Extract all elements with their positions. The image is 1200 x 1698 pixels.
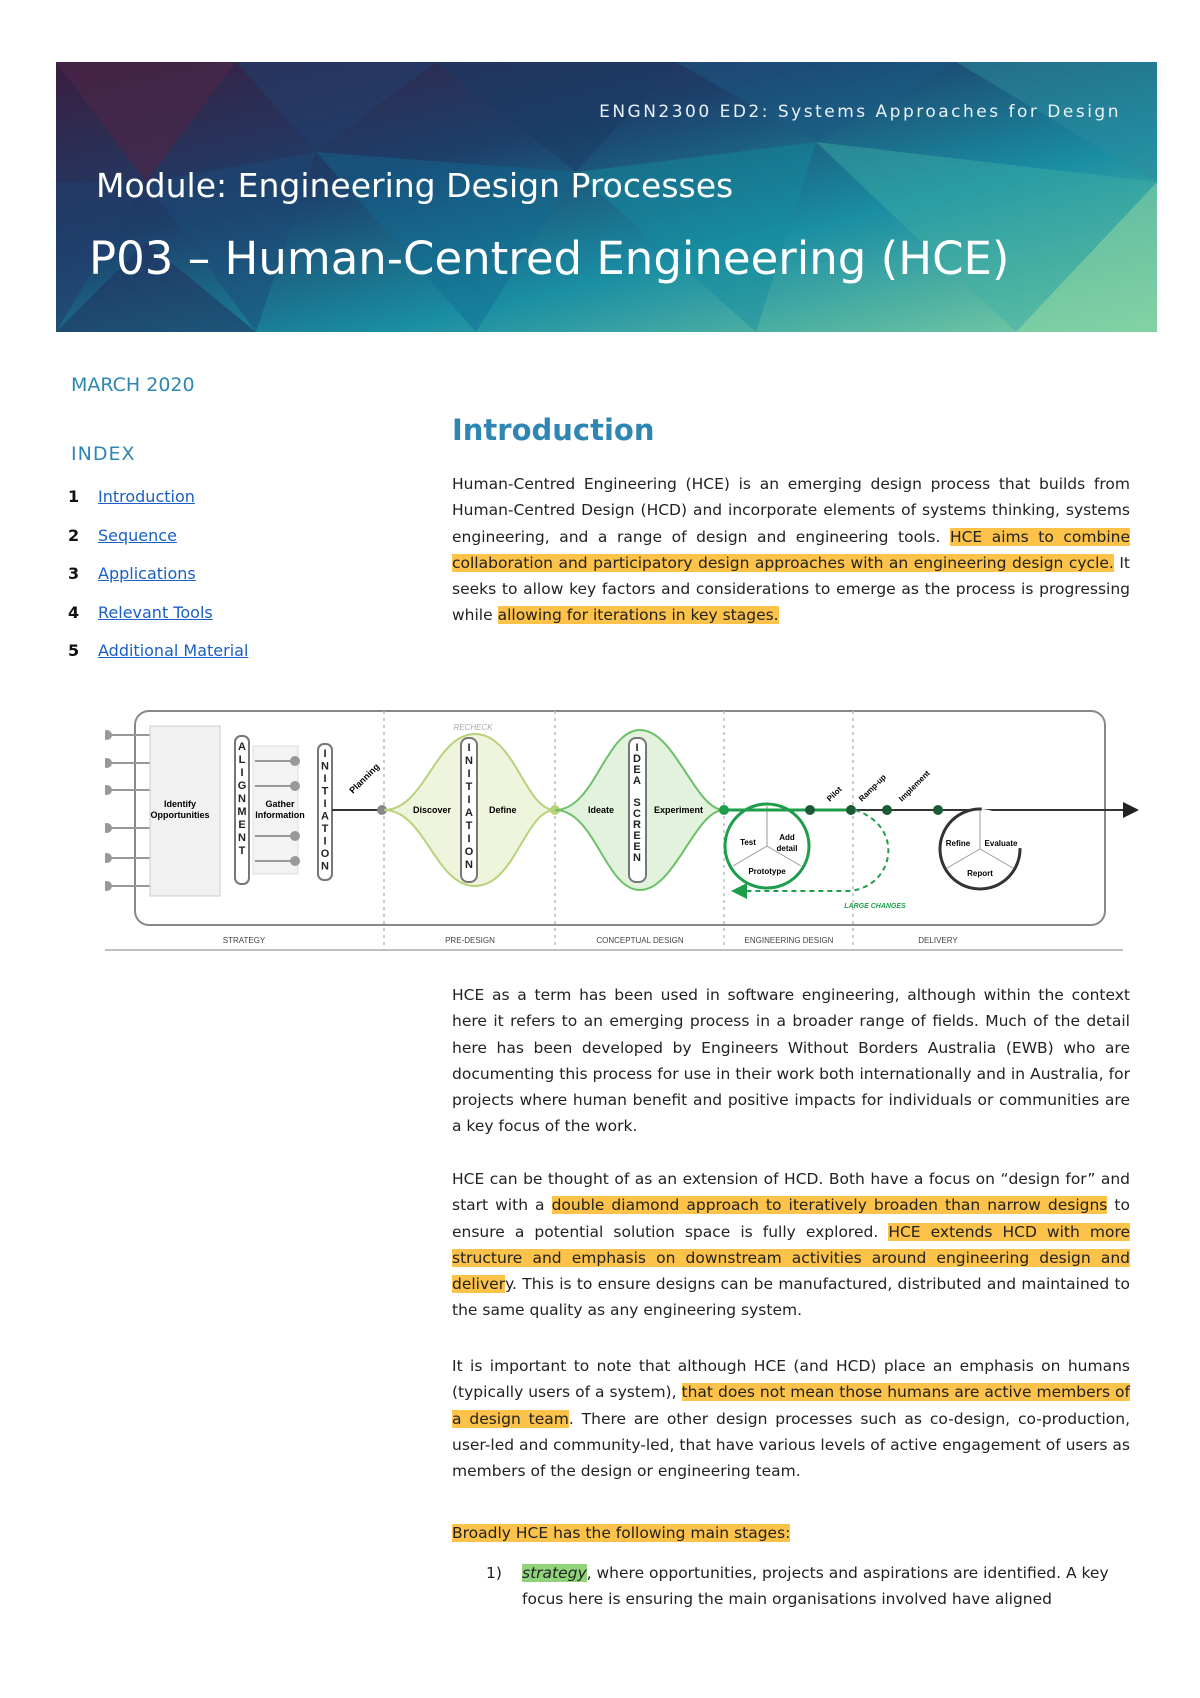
define-label: Define <box>489 805 517 815</box>
implement-label: Implement <box>897 768 932 804</box>
header-banner <box>56 62 1157 332</box>
planning-label: Planning <box>347 761 382 796</box>
phase-label: ENGINEERING DESIGN <box>744 936 834 945</box>
information-label: Information <box>255 810 305 820</box>
test-label: Test <box>740 838 756 847</box>
implement-node <box>882 805 892 815</box>
highlighted-text: HCE extends HCD with more structure and emphasis on downstream activities around engineering design and deliver <box>452 1222 1131 1294</box>
phase-label: STRATEGY <box>222 936 266 945</box>
initiation-label-1: I N I T I A T I O N <box>320 748 330 873</box>
index-heading: INDEX <box>71 443 136 465</box>
experiment-label: Experiment <box>654 805 704 815</box>
prototype-label: Prototype <box>748 867 786 876</box>
text-run: y. This is to ensure designs can be manufactured, distributed and maintained to the same quality as any engineering system. <box>452 1275 1130 1320</box>
body-paragraph: HCE as a term has been used in software engineering, although within the context here it refers to an emerging process in a broader range of fields. Much of the detail here has been developed by Engineers Without Borders Australia (EWB) who are documenting this process for use in their work both internationally and in Australia, for projects where human benefit and positive impacts for individuals or communities are a key focus of the work. <box>452 986 1130 1136</box>
toc-number: 5 <box>68 641 80 660</box>
toc-link-applications[interactable]: Applications <box>98 564 196 583</box>
highlighted-text: allowing for iterations in key stages. <box>497 606 779 625</box>
rampup-node <box>846 805 856 815</box>
rampup-label: Ramp-up <box>857 772 888 804</box>
recheck-label: RECHECK <box>453 723 493 732</box>
text-run: It is important to note that although HCE (and HCD) place an emphasis on humans (typically users of a system), <box>452 1357 1130 1402</box>
stage-list-item <box>486 1560 1126 1613</box>
toc-link-introduction[interactable]: Introduction <box>98 487 195 506</box>
phase-label: DELIVERY <box>918 936 958 945</box>
pilot-label: Pilot <box>825 784 844 804</box>
detail-label: detail <box>776 844 798 853</box>
large-changes-label: LARGE CHANGES <box>844 903 906 910</box>
text-run: HCE can be thought of as an extension of HCD. Both have a focus on “design for” and start with a <box>452 1170 1130 1215</box>
hce-process-diagram <box>105 706 1145 970</box>
evaluate-label: Evaluate <box>984 839 1018 848</box>
list-text <box>522 1560 1126 1613</box>
phase-label: CONCEPTUAL DESIGN <box>596 936 684 945</box>
ideate-label: Ideate <box>588 805 615 815</box>
toc-link-additional-material[interactable]: Additional Material <box>98 641 249 660</box>
toc-item-additional-material <box>68 641 248 680</box>
gather-label: Gather <box>265 799 295 809</box>
refine-label: Refine <box>945 839 971 848</box>
toc-item-introduction <box>68 487 248 526</box>
pilot-node <box>805 805 815 815</box>
toc-number: 2 <box>68 525 80 545</box>
intro-paragraph <box>452 471 1130 629</box>
module-title: Module: Engineering Design Processes <box>96 166 734 205</box>
highlighted-term: strategy <box>522 1564 587 1582</box>
stages-heading: Broadly HCE has the following main stages: <box>452 1524 791 1542</box>
text-run: . There are other design processes such as co-design, co-production, user-led and community-led, that have various levels of active engagement of users as members of the design or engineering team. <box>452 1409 1130 1481</box>
page-title: P03 – Human-Centred Engineering (HCE) <box>89 232 1010 285</box>
toc-number: 4 <box>68 602 80 622</box>
toc-item-relevant-tools <box>68 603 248 642</box>
section-heading-introduction: Introduction <box>452 413 655 447</box>
report-label: Report <box>967 869 993 878</box>
text-run: to ensure a potential solution space is fully explored. <box>452 1196 1130 1241</box>
toc-link-sequence[interactable]: Sequence <box>98 525 177 545</box>
identify-label: Identify <box>163 799 197 809</box>
delivery-node <box>933 805 943 815</box>
phase-label: PRE-DESIGN <box>445 936 495 945</box>
toc-item-applications <box>68 564 248 603</box>
initiation-label-2: I N I T I A T I O N <box>464 742 474 871</box>
table-of-contents <box>68 487 248 680</box>
toc-item-sequence <box>68 526 248 565</box>
idea-screen-label: I D E A S C R E E N <box>633 742 641 864</box>
discover-label: Discover <box>413 805 452 815</box>
list-number: 1) <box>486 1564 502 1582</box>
toc-number: 3 <box>68 564 80 583</box>
add-label: Add <box>779 833 795 842</box>
course-name: ENGN2300 ED2: Systems Approaches for Design <box>599 102 1121 122</box>
highlighted-text: that does not mean those humans are active members of a design team <box>452 1383 1130 1428</box>
alignment-label: A L I G N M E N T <box>237 741 247 857</box>
document-date: MARCH 2020 <box>71 374 195 396</box>
text-run: , where opportunities, projects and aspirations are identified. A key focus here is ensuring the main organisations involved have aligned <box>522 1564 1109 1609</box>
toc-link-relevant-tools[interactable]: Relevant Tools <box>98 602 213 622</box>
body-paragraph <box>452 1166 1130 1324</box>
opportunities-label: Opportunities <box>150 810 210 820</box>
text-run: It seeks to allow key factors and considerations to emerge as the process is progressing while <box>452 553 1130 625</box>
toc-number: 1 <box>68 487 80 506</box>
highlighted-text: HCE aims to combine collaboration and participatory design approaches with an engineering design cycle. <box>452 527 1130 572</box>
body-paragraph <box>452 1353 1130 1484</box>
text-run: Human-Centred Engineering (HCE) is an emerging design process that builds from Human-Centred Design (HCD) and incorporate elements of systems thinking, systems engineering, and a range of design and engineering tools. <box>452 475 1130 546</box>
highlighted-text: double diamond approach to iteratively broaden than narrow designs <box>551 1196 1108 1215</box>
